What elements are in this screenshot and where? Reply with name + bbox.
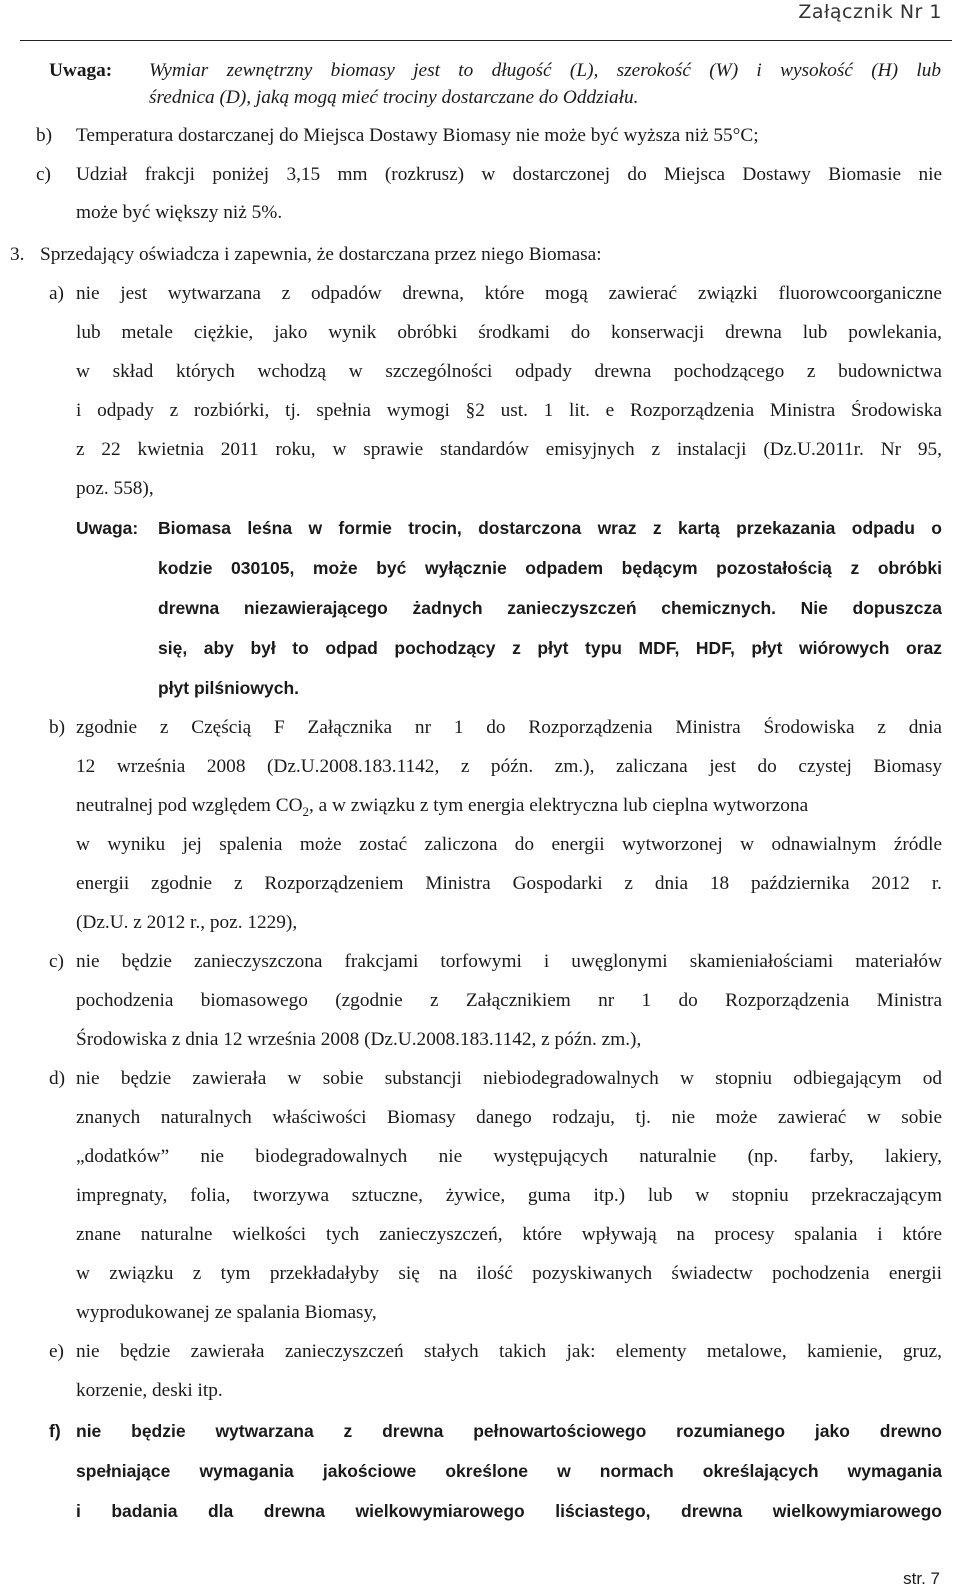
co2-text-rest: , a w związku z tym energia elektryczna lub cieplna wytworzona [309, 795, 809, 816]
header-divider [20, 40, 952, 41]
item-text-line: w wyniku jej spalenia może zostać zaliczona do energii wytworzonej w odnawialnym źródle [76, 834, 942, 855]
item-marker: e) [49, 1341, 64, 1362]
note-text-line: się, aby był to odpad pochodzący z płyt typu MDF, HDF, płyt wiórowych oraz [158, 638, 942, 658]
item-text-line: 12 września 2008 (Dz.U.2008.183.1142, z późn. zm.), zaliczana jest do czystej Biomasy [76, 756, 942, 777]
item-text-line: Środowiska z dnia 12 września 2008 (Dz.U.2008.183.1142, z późn. zm.), [76, 1029, 642, 1050]
item-text-line: z 22 kwietnia 2011 roku, w sprawie standardów emisyjnych z instalacji (Dz.U.2011r. Nr 95, [76, 439, 942, 460]
item-text-line: pochodzenia biomasowego (zgodnie z Załącznikiem nr 1 do Rozporządzenia Ministra [76, 990, 942, 1011]
section-heading: Sprzedający oświadcza i zapewnia, że dostarczana przez niego Biomasa: [40, 244, 602, 265]
item-text-line: poz. 558), [76, 478, 154, 499]
item-text-line: zgodnie z Częścią F Załącznika nr 1 do Rozporządzenia Ministra Środowiska z dnia [76, 717, 942, 738]
co2-subscript: 2 [302, 804, 309, 819]
item-text-line: i odpady z rozbiórki, tj. spełnia wymogi §2 ust. 1 lit. e Rozporządzenia Ministra Środowiska [76, 400, 942, 421]
note-text-line: płyt pilśniowych. [158, 678, 299, 698]
item-text-line: spełniające wymagania jakościowe określone w normach określających wymagania [76, 1461, 942, 1481]
section-number: 3. [10, 244, 25, 265]
item-text-line: lub metale ciężkie, jako wynik obróbki środkami do konserwacji drewna lub powlekania, [76, 322, 942, 343]
item-text-line: wyprodukowanej ze spalania Biomasy, [76, 1302, 377, 1323]
item-text-line: „dodatków” nie biodegradowalnych nie występujących naturalnie (np. farby, lakiery, [76, 1146, 942, 1167]
attachment-title: Załącznik Nr 1 [798, 1, 942, 23]
note-text-line: kodzie 030105, może być wyłącznie odpadem będącym pozostałością z obróbki [158, 558, 942, 578]
item-text-line: energii zgodnie z Rozporządzeniem Ministra Gospodarki z dnia 18 października 2012 r. [76, 873, 942, 894]
item-text-line: znanych naturalnych właściwości Biomasy danego rodzaju, tj. nie może zawierać w sobie [76, 1107, 942, 1128]
item-marker: b) [36, 125, 53, 146]
item-text-line: nie będzie wytwarzana z drewna pełnowartościowego rozumianego jako drewno [76, 1421, 942, 1441]
item-text-line: może być większy niż 5%. [76, 202, 283, 223]
note-label: Uwaga: [49, 60, 113, 81]
item-text-line: nie jest wytwarzana z odpadów drewna, które mogą zawierać związki fluorowcoorganiczne [76, 283, 942, 304]
item-text-line: nie będzie zawierała w sobie substancji niebiodegradowalnych w stopniu odbiegającym od [76, 1068, 942, 1089]
item-text-line: nie będzie zanieczyszczona frakcjami torfowymi i uwęglonymi skamieniałościami materiałów [76, 951, 942, 972]
item-text-line: w związku z tym przekładałyby się na ilość pozyskiwanych świadectw pochodzenia energii [76, 1263, 942, 1284]
item-text-line: i badania dla drewna wielkowymiarowego liściastego, drewna wielkowymiarowego [76, 1501, 942, 1521]
item-marker: a) [49, 283, 64, 304]
item-marker: f) [49, 1421, 61, 1441]
page-number: str. 7 [903, 1569, 940, 1588]
item-marker: c) [36, 164, 51, 185]
item-marker: c) [49, 951, 64, 972]
note-label: Uwaga: [76, 518, 139, 538]
item-text-line: korzenie, deski itp. [76, 1380, 223, 1401]
note-text-line: średnica (D), jaką mogą mieć trociny dostarczane do Oddziału. [149, 87, 639, 108]
item-text-line: w skład których wchodzą w szczególności odpady drewna pochodzącego z budownictwa [76, 361, 942, 382]
item-marker: d) [49, 1068, 66, 1089]
item-text-line: impregnaty, folia, tworzywa sztuczne, żywice, guma itp.) lub w stopniu przekraczającym [76, 1185, 942, 1206]
item-marker: b) [49, 717, 66, 738]
item-text-line-co2 [76, 795, 942, 820]
item-text-line: nie będzie zawierała zanieczyszczeń stałych takich jak: elementy metalowe, kamienie, gruz, [76, 1341, 942, 1362]
item-text-line: Temperatura dostarczanej do Miejsca Dostawy Biomasy nie może być wyższa niż 55°C; [76, 125, 759, 146]
item-text-line: Udział frakcji poniżej 3,15 mm (rozkrusz) w dostarczonej do Miejsca Dostawy Biomasie nie [76, 164, 942, 185]
note-text-line: Wymiar zewnętrzny biomasy jest to długość (L), szerokość (W) i wysokość (H) lub [149, 60, 941, 81]
co2-text: neutralnej pod względem CO [76, 795, 303, 816]
item-text-line: (Dz.U. z 2012 r., poz. 1229), [76, 912, 298, 933]
note-text-line: drewna niezawierającego żadnych zanieczyszczeń chemicznych. Nie dopuszcza [158, 598, 942, 618]
note-text-line: Biomasa leśna w formie trocin, dostarczona wraz z kartą przekazania odpadu o [158, 518, 942, 538]
item-text-line: znane naturalne wielkości tych zanieczyszczeń, które wpływają na procesy spalania i które [76, 1224, 942, 1245]
